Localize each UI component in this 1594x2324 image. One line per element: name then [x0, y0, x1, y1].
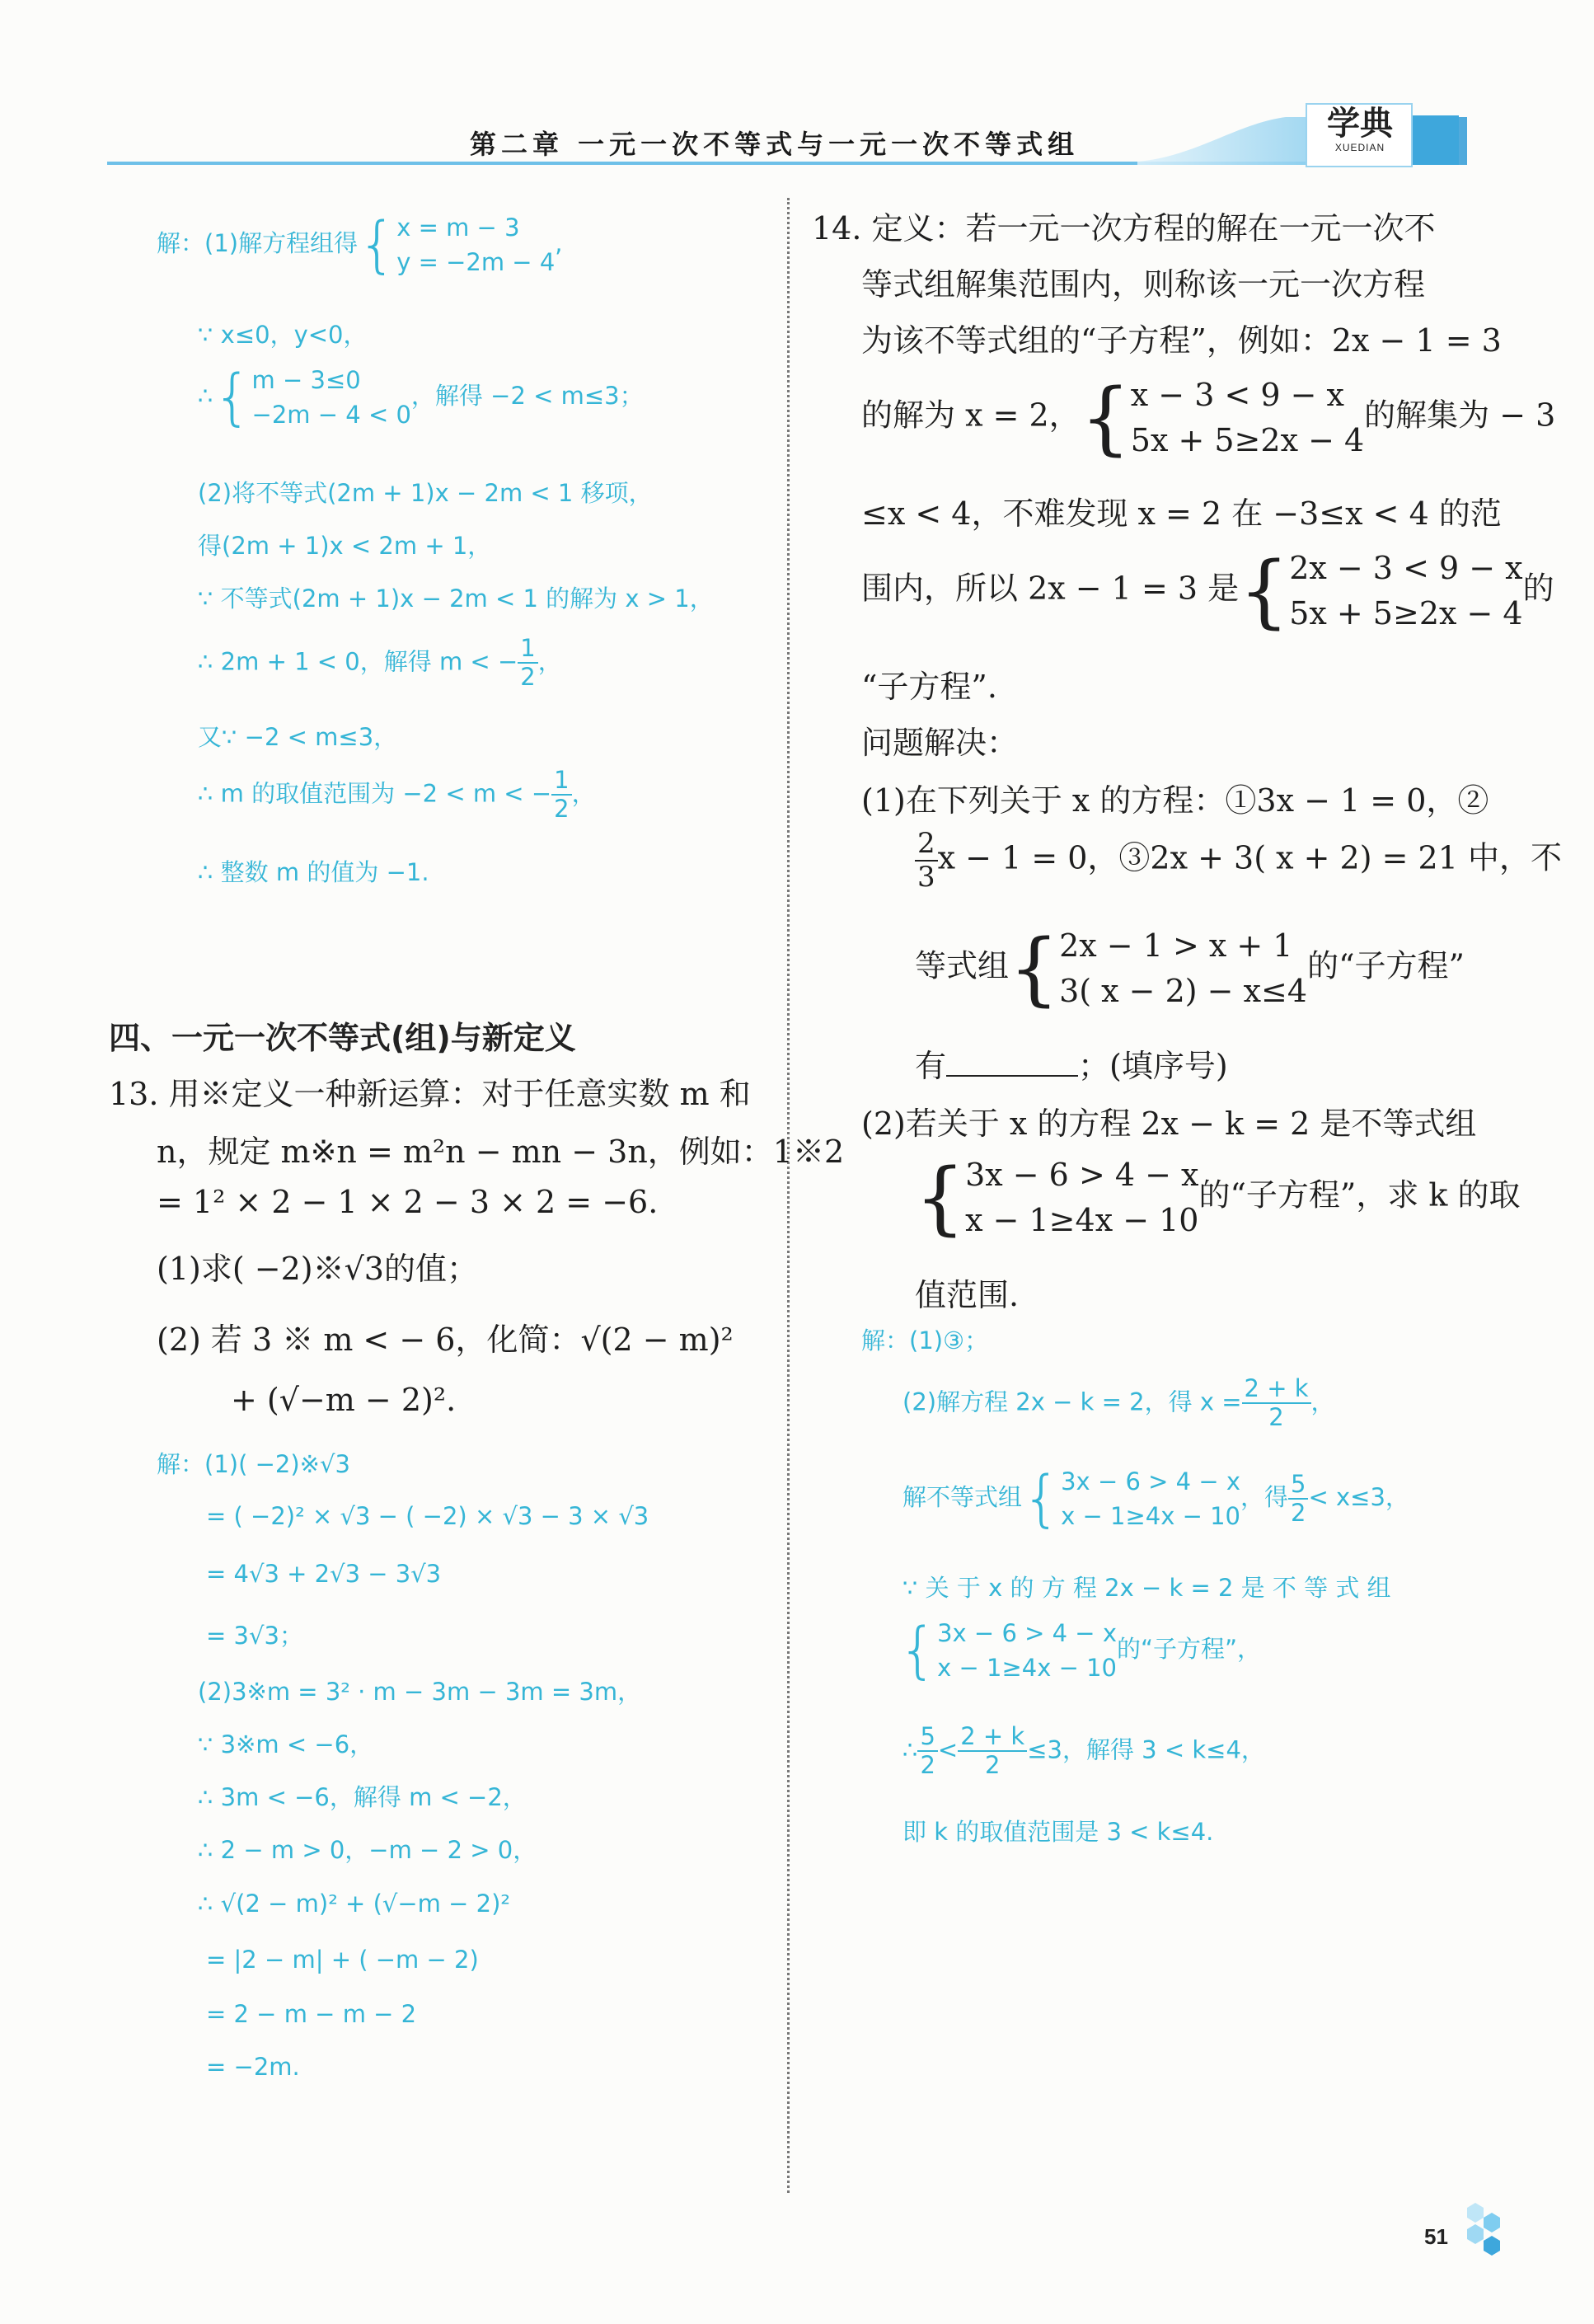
answer-line: 解：(1)③；	[861, 1326, 989, 1354]
question-text-part: 的解为 x = 2，	[861, 397, 1081, 434]
answer-line: = 2 − m − m − 2	[206, 2000, 417, 2028]
question-text: 14. 定义：若一元一次方程的解在一元一次不	[812, 210, 1436, 246]
system-line: 5x + 5≥2x − 4	[1130, 422, 1365, 459]
fraction-numerator: 2 + k	[1242, 1375, 1311, 1404]
answer-text: ，	[571, 779, 596, 808]
question-part: 等式组{ 2x − 1 > x + 1 3( x − 2) − x≤4 的“子方程”	[915, 923, 1465, 1016]
answer-line: 即 k 的取值范围是 3 < k≤4.	[902, 1818, 1214, 1846]
system-line: −2m − 4 < 0	[251, 401, 411, 430]
answer-text: 解：(1)解方程组得	[157, 229, 359, 258]
fraction-denominator: 3	[917, 861, 935, 894]
system-line: 2x − 1 > x + 1	[1059, 927, 1293, 964]
system-line: x − 1≥4x − 10	[937, 1654, 1117, 1683]
system-line: x = m − 3	[396, 214, 520, 242]
answer-line: ∴ 整数 m 的值为 −1.	[198, 858, 429, 886]
question-part	[915, 828, 1562, 894]
fraction-denominator: 2	[1268, 1403, 1284, 1432]
system-line: m − 3≤0	[251, 366, 361, 394]
question-part: (2)若关于 x 的方程 2x − k = 2 是不等式组	[861, 1106, 1477, 1142]
fraction-denominator: 2	[554, 795, 570, 824]
question-text: 问题解决：	[861, 725, 1019, 761]
question-part: { 3x − 6 > 4 − x x − 1≥4x − 10 的“子方程”，求 k 的取	[915, 1152, 1521, 1245]
question-text-part: 的解集为 − 3	[1364, 397, 1556, 434]
system-line: x − 1≥4x − 10	[1061, 1502, 1241, 1531]
question-text-part: 的“子方程”，求 k 的取	[1198, 1176, 1521, 1214]
answer-line: ∴ 3m < −6，解得 m < −2，	[198, 1783, 527, 1811]
answer-text: ∴	[902, 1735, 918, 1764]
column-divider	[787, 198, 790, 2193]
question-text-part: x − 1 = 0，③2x + 3( x + 2) = 21 中，不	[937, 839, 1562, 876]
answer-line	[198, 635, 562, 692]
system-line: 2x − 3 < 9 − x	[1289, 550, 1523, 586]
fraction-numerator: 2 + k	[958, 1723, 1027, 1752]
answer-line: = ( −2)² × √3 − ( −2) × √3 − 3 × √3	[206, 1502, 649, 1530]
answer-text: ∴	[198, 382, 213, 411]
question-text-part: ；(填序号)	[1078, 1048, 1228, 1084]
fraction-numerator: 2	[915, 828, 938, 862]
page-number: 51	[1424, 2224, 1448, 2249]
answer-text: ，得	[1240, 1483, 1289, 1512]
answer-text: (2)解方程 2x − k = 2，得 x =	[902, 1387, 1242, 1416]
answer-line: ∵ 关 于 x 的 方 程 2x − k = 2 是 不 等 式 组	[902, 1574, 1391, 1602]
answer-line: ∵ 3※m < −6，	[198, 1730, 374, 1758]
question-text-part: 等式组	[915, 947, 1010, 984]
question-text-part: 的	[1522, 570, 1554, 607]
answer-text: ∴ 2m + 1 < 0，解得 m < −	[198, 647, 518, 676]
answer-line: = 3√3；	[206, 1622, 303, 1650]
answer-line: ∵ 不等式(2m + 1)x − 2m < 1 的解为 x > 1，	[198, 585, 714, 613]
question-text: ≤x < 4，不难发现 x = 2 在 −3≤x < 4 的范	[861, 495, 1502, 532]
fraction-denominator: 2	[920, 1751, 935, 1780]
fraction-numerator: 1	[518, 635, 537, 664]
question-text-part: 的“子方程”	[1307, 947, 1465, 984]
question-part: (1)求( −2)※√3的值；	[157, 1251, 478, 1287]
answer-line: 又∵ −2 < m≤3，	[198, 723, 398, 751]
brand-logo-main: 学典	[1327, 104, 1393, 143]
answer-line: ∴ √(2 − m)² + (√−m − 2)²	[198, 1890, 511, 1918]
question-part: (1)在下列关于 x 的方程：①3x − 1 = 0，②	[861, 782, 1489, 819]
question-text: 为该不等式组的“子方程”，例如：2x − 1 = 3	[861, 322, 1502, 359]
question-part	[915, 1040, 1228, 1086]
system-line: 3x − 6 > 4 − x	[1061, 1467, 1240, 1495]
answer-text: ,	[555, 229, 563, 258]
question-part: + (√−m − 2)².	[231, 1382, 457, 1418]
answer-line	[902, 1375, 1335, 1432]
answer-text: <	[937, 1735, 959, 1764]
answer-line	[902, 1723, 1265, 1780]
answer-line: 解：(1)( −2)※√3	[157, 1450, 350, 1478]
answer-text: ≤3，解得 3 < k≤4，	[1027, 1735, 1265, 1764]
answer-line	[198, 767, 596, 824]
answer-line: ∴ 2 − m > 0，−m − 2 > 0，	[198, 1836, 537, 1864]
answer-text: ，解得 −2 < m≤3；	[410, 382, 644, 411]
answer-line: = |2 − m| + ( −m − 2)	[206, 1946, 479, 1974]
system-line: 3x − 6 > 4 − x	[937, 1619, 1117, 1647]
answer-line: (2)将不等式(2m + 1)x − 2m < 1 移项，	[198, 479, 653, 507]
section-title: 四、一元一次不等式(组)与新定义	[109, 1020, 576, 1056]
system-line: x − 3 < 9 − x	[1130, 377, 1344, 413]
fraction-numerator: 5	[917, 1723, 937, 1752]
answer-line: 解不等式组{ 3x − 6 > 4 − x x − 1≥4x − 10 ，得 $\frac{5}{2}$ < x≤3，	[902, 1463, 1409, 1535]
answer-line: { 3x − 6 > 4 − x x − 1≥4x − 10 的“子方程”，	[898, 1615, 1262, 1687]
answer-text: ，	[1310, 1387, 1335, 1416]
question-text: “子方程”.	[861, 669, 997, 705]
fraction-denominator: 2	[520, 663, 536, 692]
question-text: 13. 用※定义一种新运算：对于任意实数 m 和	[109, 1076, 751, 1112]
question-text: 等式组解集范围内，则称该一元一次方程	[861, 266, 1426, 303]
answer-line: = 4√3 + 2√3 − 3√3	[206, 1560, 442, 1588]
question-text: 的解为 x = 2，{ x − 3 < 9 − x 5x + 5≥2x − 4 的解集为 − 3	[861, 372, 1556, 465]
answer-text: ，	[537, 647, 562, 676]
answer-line: 得(2m + 1)x < 2m + 1，	[198, 532, 492, 560]
question-part: (2) 若 3 ※ m < − 6，化简：√(2 − m)²	[157, 1322, 734, 1358]
answer-line: 解：(1)解方程组得{ x = m − 3 y = −2m − 4 ,	[157, 209, 563, 281]
system-line: 5x + 5≥2x − 4	[1289, 595, 1523, 632]
system-line: 3( x − 2) − x≤4	[1059, 973, 1308, 1010]
answer-text: 的“子方程”，	[1117, 1635, 1262, 1664]
question-text-part: 有	[915, 1048, 947, 1084]
system-line: x − 1≥4x − 10	[965, 1202, 1199, 1239]
answer-text: 解不等式组	[902, 1483, 1023, 1512]
answer-text: < x≤3，	[1308, 1483, 1409, 1512]
question-part: 值范围.	[915, 1277, 1020, 1313]
fraction-denominator: 2	[984, 1751, 1001, 1780]
question-text: n，规定 m※n = m²n − mn − 3n，例如：1※2	[157, 1134, 845, 1170]
question-text: 围内，所以 2x − 1 = 3 是{ 2x − 3 < 9 − x 5x + 5≥2x − 4 的	[861, 545, 1554, 638]
system-line: 3x − 6 > 4 − x	[965, 1157, 1199, 1193]
answer-text: ∴ m 的取值范围为 −2 < m < −	[198, 779, 552, 808]
brand-logo	[1310, 106, 1409, 163]
answer-line: (2)3※m = 3² · m − 3m − 3m = 3m，	[198, 1678, 642, 1706]
answer-line: = −2m.	[206, 2053, 300, 2081]
fraction-denominator: 2	[1291, 1499, 1306, 1528]
hexagon-cluster-icon	[1459, 2201, 1508, 2267]
question-text: = 1² × 2 − 1 × 2 − 3 × 2 = −6.	[157, 1184, 659, 1220]
answer-line: ∵ x≤0，y<0，	[198, 321, 368, 349]
system-line: y = −2m − 4	[396, 248, 556, 277]
chapter-title: 第二章 一元一次不等式与一元一次不等式组	[470, 129, 1080, 160]
answer-line: ∴{ m − 3≤0 −2m − 4 < 0 ，解得 −2 < m≤3；	[198, 362, 644, 434]
brand-logo-sub: XUEDIAN	[1334, 142, 1385, 153]
fraction-numerator: 1	[551, 767, 571, 796]
fraction-numerator: 5	[1288, 1471, 1308, 1500]
answer-blank[interactable]	[946, 1050, 1078, 1077]
question-text-part: 围内，所以 2x − 1 = 3 是	[861, 570, 1240, 607]
